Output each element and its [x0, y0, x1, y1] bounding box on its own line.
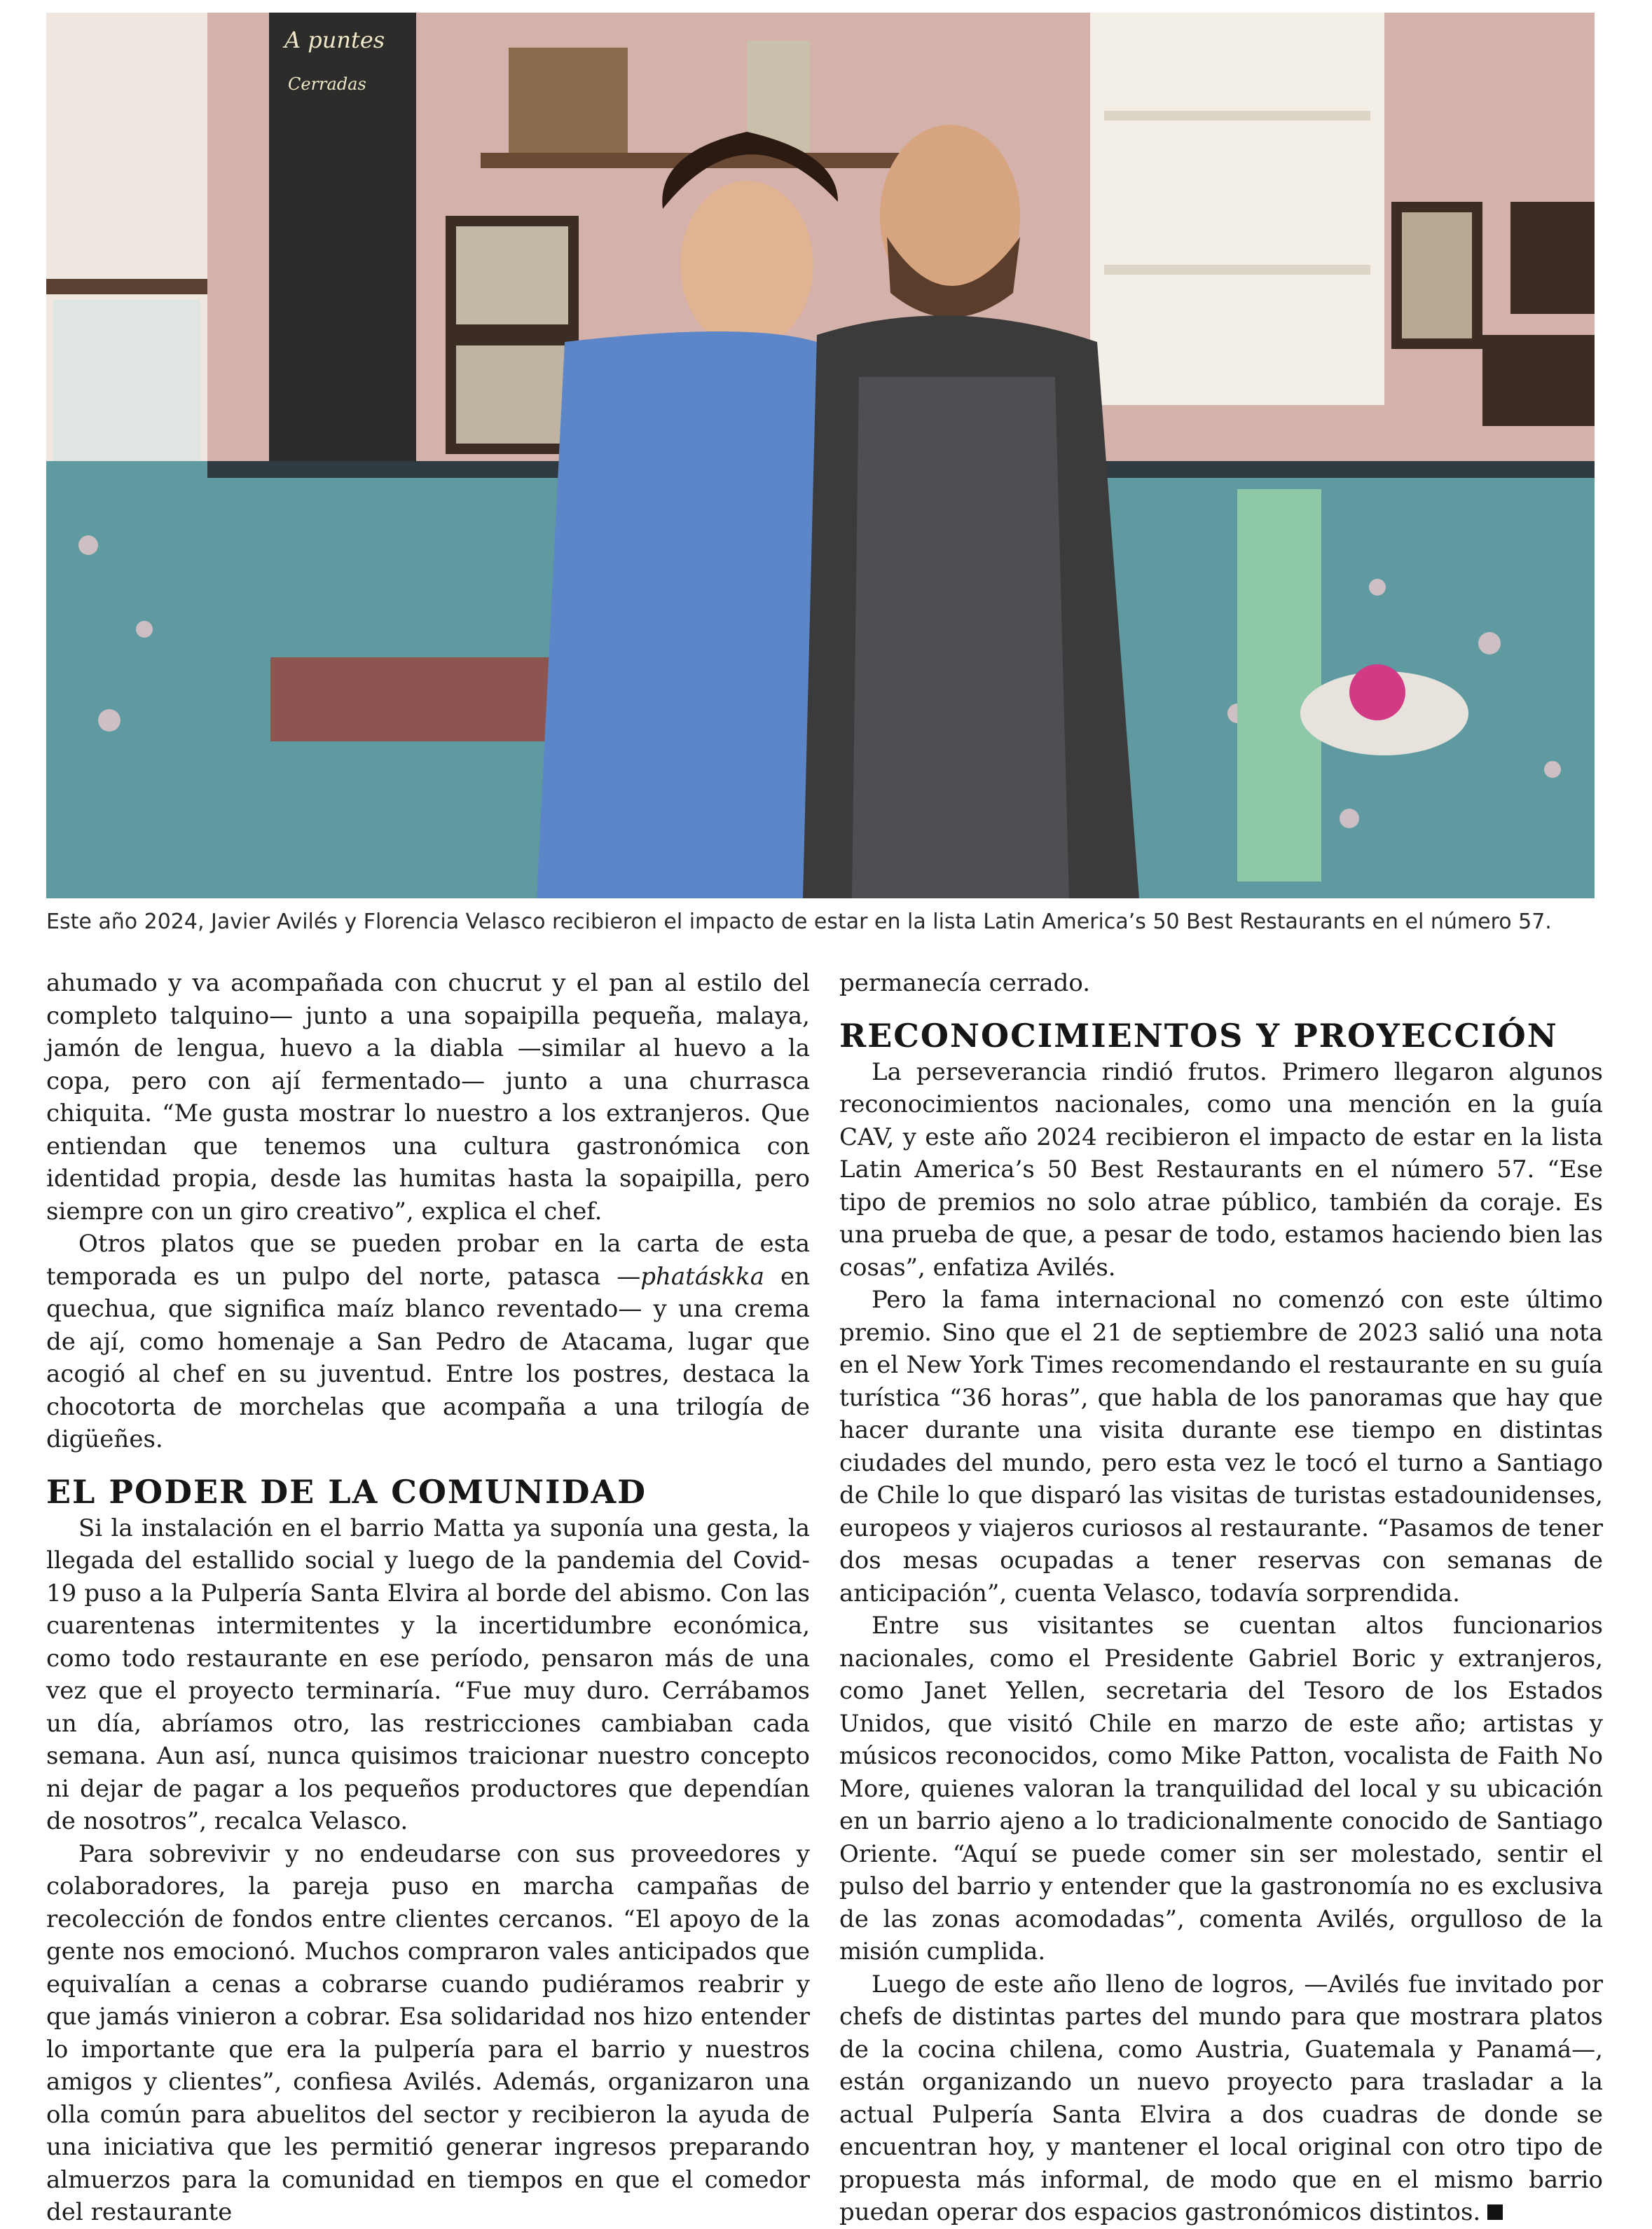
- section-heading-reconocimientos: RECONOCIMIENTOS Y PROYECCIÓN: [839, 1016, 1558, 1055]
- restaurant-photo: [46, 13, 1595, 898]
- right-column: [839, 967, 1603, 2229]
- right-paragraph-1: La perseverancia rindió frutos. Primero llegaron algunos reconocimientos nacionales, como una mención en la guía CAV, y este año 2024 recibieron el impacto de estar en la lista Latin America’s 50 Best Restaurants en el número 57. “Ese tipo de premios no solo atrae público, también da coraje. Es una prueba de que, a pesar de todo, estamos haciendo bien las cosas”, enfatiza Avilés.: [839, 1057, 1603, 1282]
- photo-illustration: [46, 13, 1595, 898]
- end-of-article-mark: [1487, 2204, 1503, 2220]
- left-paragraph-4: Para sobrevivir y no endeudarse con sus proveedores y colaboradores, la pareja puso en marcha campañas de recolección de fondos entre clientes cercanos. “El apoyo de la gente nos emocionó. Muchos compraron vales anticipados que equivalían a cenas a cobrarse cuando pudiéramos reabrir y que jamás vinieron a cobrar. Esa solidaridad nos hizo entender lo importante que era la pulpería para el barrio y nuestros amigos y clientes”, confiesa Avilés. Además, organizaron una olla común para abuelitos del sector y recibieron la ayuda de una iniciativa que les permitió generar ingresos preparando almuerzos para la comunidad en tiempos en que el comedor del restaurante: [46, 1839, 810, 2226]
- right-paragraph-3: Entre sus visitantes se cuentan altos funcionarios nacionales, como el Presidente Gabriel Boric y extranjeros, como Janet Yellen, secretaria del Tesoro de los Estados Unidos, que visitó Chile en marzo de este año; artistas y músicos reconocidos, como Mike Patton, vocalista de Faith No More, quienes valoran la tranquilidad del local y su ubicación en un barrio ajeno a lo tradicionalmente conocido de Santiago Oriente. “Aquí se puede comer sin ser molestado, sentir el pulso del barrio y entender que la gastronomía no es exclusiva de las zonas acomodadas”, comenta Avilés, orgulloso de la misión cumplida.: [839, 1612, 1603, 1966]
- photo-caption: Este año 2024, Javier Avilés y Florencia Velasco recibieron el impacto de estar en la lista Latin America’s 50 Best Restaurants en el número 57.: [46, 910, 1552, 934]
- left-paragraph-3: Si la instalación en el barrio Matta ya suponía una gesta, la llegada del estallido social y luego de la pandemia del Covid-19 puso a la Pulpería Santa Elvira al borde del abismo. Con las cuarentenas intermitentes y la incertidumbre económica, como todo restaurante en ese período, pensaron más de una vez que el proyecto terminaría. “Fue muy duro. Cerrábamos un día, abríamos otro, las restricciones cambiaban cada semana. Aun así, nunca quisimos traicionar nuestro concepto ni dejar de pagar a los pequeños productores que dependían de nosotros”, recalca Velasco.: [46, 1514, 810, 1835]
- chalkboard-line-2: Cerradas: [288, 74, 366, 94]
- right-paragraph-0: permanecía cerrado.: [839, 969, 1091, 997]
- left-paragraph-1: ahumado y va acompañada con chucrut y el pan al estilo del completo talquino— junto a una sopaipilla pequeña, malaya, jamón de lengua, huevo a la diabla —similar al huevo a la copa, pero con ají fermentado— junto a una churrasca chiquita. “Me gusta mostrar lo nuestro a los extranjeros. Que entiendan que tenemos una cultura gastronómica con identidad propia, desde las humitas hasta la sopaipilla, pero siempre con un giro creativo”, explica el chef.: [46, 969, 810, 1226]
- left-column: [46, 967, 810, 2229]
- section-heading-comunidad: EL PODER DE LA COMUNIDAD: [46, 1472, 647, 1511]
- right-paragraph-2: Pero la fama internacional no comenzó con este último premio. Sino que el 21 de septiembre de 2023 salió una nota en el New York Times recomendando el restaurante en su guía turística “36 horas”, que habla de los panoramas que hay que hacer durante una visita durante ese tiempo en distintas ciudades del mundo, pero esta vez le tocó el turno a Santiago de Chile lo que disparó las visitas de turistas estadounidenses, europeos y viajeros curiosos al restaurante. “Pasamos de tener dos mesas ocupadas a tener reservas con semanas de anticipación”, cuenta Velasco, todavía sorprendida.: [839, 1286, 1603, 1607]
- right-paragraph-4: Luego de este año lleno de logros, —Avilés fue invitado por chefs de distintas partes del mundo para que mostrara platos de la cocina chilena, como Austria, Guatemala y Panamá—, están organizando un nuevo proyecto para trasladar a la actual Pulpería Santa Elvira a dos cuadras de donde se encuentran hoy, y mantener el local original con otro tipo de propuesta más informal, de modo que en el mismo barrio puedan operar dos espacios gastronómicos distintos.: [839, 1970, 1603, 2226]
- chalkboard-line-1: A puntes: [284, 27, 385, 53]
- left-paragraph-2: Otros platos que se pueden probar en la carta de esta temporada es un pulpo del norte, patasca —phatáskka en quechua, que significa maíz blanco reventado— y una crema de ají, como homenaje a San Pedro de Atacama, lugar que acogió al chef en su juventud. Entre los postres, destaca la chocotorta de morchelas que acompaña a una trilogía de digüeñes.: [46, 1230, 811, 1453]
